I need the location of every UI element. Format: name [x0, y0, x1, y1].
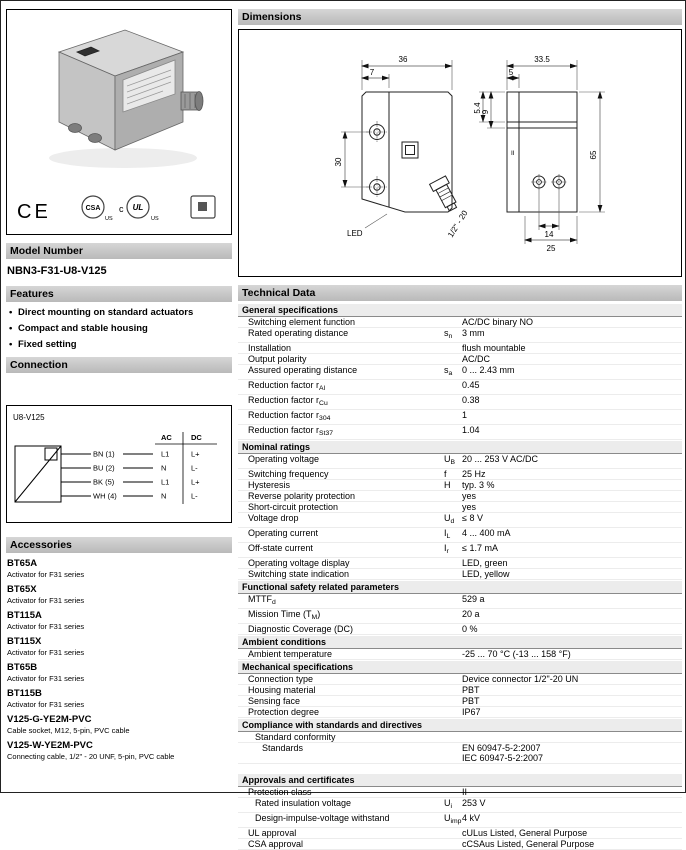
accessory-description: Cable socket, M12, 5-pin, PVC cable — [7, 726, 130, 735]
accessory-name: BT115B — [7, 688, 42, 699]
spec-label: Protection class — [248, 787, 312, 797]
dim-bottom-a: 14 — [544, 230, 554, 239]
spec-label: Housing material — [248, 685, 316, 695]
spec-row — [238, 410, 682, 425]
subscript: a — [448, 370, 453, 377]
dim-hole-a: 9 — [481, 109, 490, 115]
spec-row — [238, 528, 682, 543]
spec-row — [238, 685, 682, 696]
spec-value: 3 mm — [462, 328, 485, 338]
tech-section-header: Approvals and certificates — [238, 774, 682, 787]
spec-value: cULus Listed, General Purpose — [462, 828, 588, 838]
spec-label: Switching state indication — [248, 569, 350, 579]
spec-value: 0 % — [462, 624, 478, 634]
spec-row — [238, 558, 682, 569]
spec-row — [238, 502, 682, 513]
spec-value: 20 a — [462, 609, 480, 619]
spec-value: IP67 — [462, 707, 481, 717]
connector-stub — [430, 176, 461, 214]
spec-label: Short-circuit protection — [248, 502, 339, 512]
technical-data-header — [238, 285, 682, 301]
accessory-name: V125-G-YE2M-PVC — [7, 714, 92, 725]
tech-section-header: Ambient conditions — [238, 636, 682, 649]
spec-value: 0.45 — [462, 380, 480, 390]
accessory-item — [7, 714, 231, 735]
svg-text:N: N — [161, 491, 167, 501]
spec-symbol: $U_B$ — [444, 454, 456, 466]
accessory-name: BT65B — [7, 662, 38, 673]
spec-label: Rated insulation voltage — [255, 798, 352, 808]
model-number: NBN3-F31-U8-V125 — [7, 265, 107, 277]
tech-section — [238, 719, 682, 764]
tech-section — [238, 581, 682, 635]
dim-offset-side: 5 — [508, 68, 514, 77]
spec-row — [238, 491, 682, 502]
accessory-item — [7, 558, 231, 579]
dimensions-header — [238, 9, 682, 25]
accessory-description: Activator for F31 series — [7, 674, 85, 683]
shadow — [49, 148, 197, 168]
accessory-description: Activator for F31 series — [7, 622, 85, 631]
model-number-header — [6, 243, 232, 259]
spec-label: Assured operating distance — [248, 365, 358, 375]
spec-label: Design-impulse-voltage withstand — [255, 813, 390, 823]
spec-symbol: $s_n$ — [444, 328, 453, 340]
spec-row — [238, 674, 682, 685]
spec-row — [238, 649, 682, 660]
thread-label: 1/2" - 20 — [446, 208, 470, 240]
product-photo — [6, 9, 232, 235]
accessory-name: BT65A — [7, 558, 38, 569]
technical-data-table — [238, 301, 682, 850]
spec-label: Diagnostic Coverage (DC) — [248, 624, 354, 634]
feature-item: • Compact and stable housing — [8, 323, 230, 335]
spec-row — [238, 469, 682, 480]
subscript: r — [446, 548, 449, 555]
accessory-item — [7, 584, 231, 605]
spec-row — [238, 343, 682, 354]
spec-row — [238, 569, 682, 580]
front-view — [362, 92, 461, 213]
spec-value: typ. 3 % — [462, 480, 495, 490]
spec-row — [238, 395, 682, 410]
dim-height-side: 65 — [589, 150, 598, 160]
left-column — [6, 9, 232, 766]
svg-text:DC: DC — [191, 433, 202, 442]
header-label: Accessories — [10, 539, 72, 551]
header-label: Dimensions — [242, 11, 302, 23]
spec-row — [238, 696, 682, 707]
spec-value: II — [462, 787, 468, 797]
spec-symbol: H — [444, 480, 451, 490]
dim-bottom-b: 25 — [546, 244, 556, 253]
spec-label: Installation — [248, 343, 292, 353]
spec-label: Sensing face — [248, 696, 301, 706]
accessory-item — [7, 636, 231, 657]
spec-row — [238, 543, 682, 558]
spec-label: Reduction factor $r_{304}$ — [248, 410, 331, 422]
spec-row — [238, 380, 682, 395]
subscript: B — [450, 459, 456, 466]
subscript: n — [448, 333, 453, 340]
dim-height-front: 30 — [334, 157, 343, 167]
spec-symbol: $U_i$ — [444, 798, 453, 810]
spec-label: UL approval — [248, 828, 297, 838]
spec-value: 253 V — [462, 798, 486, 808]
spec-value: yes — [462, 491, 477, 501]
accessory-item — [7, 662, 231, 683]
insulation-class-mark: II — [511, 150, 515, 157]
tech-section-header: Functional safety related parameters — [238, 581, 682, 594]
spec-label: Standard conformity — [255, 732, 336, 742]
subscript: St37 — [319, 430, 334, 437]
accessory-description: Activator for F31 series — [7, 596, 85, 605]
spec-value: 1.04 — [462, 425, 480, 435]
spec-value: PBT — [462, 685, 480, 695]
subscript: imp — [450, 818, 462, 825]
svg-text:L+: L+ — [191, 449, 200, 459]
spec-value: flush mountable — [462, 343, 526, 353]
spec-value: 4 ... 400 mA — [462, 528, 511, 538]
tech-section — [238, 636, 682, 660]
spec-label: Operating voltage display — [248, 558, 350, 568]
spec-label: Protection degree — [248, 707, 320, 717]
svg-text:BN (1): BN (1) — [93, 449, 115, 459]
svg-text:L1: L1 — [161, 449, 170, 459]
spec-label: Hysteresis — [248, 480, 291, 490]
spec-value: EN 60947-5-2:2007 IEC 60947-5-2:2007 — [462, 743, 544, 763]
subscript: d — [272, 599, 276, 606]
spec-row — [238, 787, 682, 798]
sensor-illustration — [59, 30, 203, 150]
feature-item: • Direct mounting on standard actuators — [8, 307, 230, 319]
connection-header — [6, 357, 232, 373]
subscript: 304 — [319, 415, 331, 422]
svg-text:N: N — [161, 463, 167, 473]
spec-value: 0 ... 2.43 mm — [462, 365, 515, 375]
spec-label: Mission Time $(T_M)$ — [248, 609, 321, 621]
spec-symbol: $s_a$ — [444, 365, 453, 377]
tech-section — [238, 304, 682, 440]
dim-width-side: 33.5 — [534, 55, 550, 64]
spec-value: 1 — [462, 410, 468, 420]
spec-label: Reduction factor $r_{Al}$ — [248, 380, 326, 392]
spec-row — [238, 624, 682, 635]
right-column — [238, 9, 682, 850]
accessory-item — [7, 740, 231, 761]
spec-value: 529 a — [462, 594, 485, 604]
tech-section-header: Compliance with standards and directives — [238, 719, 682, 732]
led-label: LED — [347, 229, 363, 238]
spec-row — [238, 454, 682, 469]
spec-label: Standards — [262, 743, 304, 753]
svg-text:L1: L1 — [161, 477, 170, 487]
connection-diagram — [6, 405, 232, 523]
tech-section — [238, 774, 682, 850]
subscript: d — [450, 518, 455, 525]
spec-value: 0.38 — [462, 395, 480, 405]
feature-item: • Fixed setting — [8, 339, 230, 351]
spec-value: -25 ... 70 °C (-13 ... 158 °F) — [462, 649, 571, 659]
svg-text:c: c — [119, 204, 124, 214]
header-label: Model Number — [10, 245, 83, 257]
spec-label: CSA approval — [248, 839, 304, 849]
mounting-hole — [69, 124, 82, 133]
accessory-description: Connecting cable, 1/2" - 20 UNF, 5-pin, PVC cable — [7, 752, 175, 761]
svg-text:BU (2): BU (2) — [93, 463, 115, 473]
spec-row — [238, 513, 682, 528]
spec-row — [238, 354, 682, 365]
side-view-dim-lines — [479, 60, 605, 244]
side-view — [507, 92, 577, 212]
subscript: Cu — [319, 400, 328, 407]
accessory-item — [7, 688, 231, 709]
spec-row — [238, 594, 682, 609]
spec-row — [238, 732, 682, 743]
front-view-dim-lines — [341, 60, 452, 228]
spec-value: yes — [462, 502, 477, 512]
spec-row — [238, 707, 682, 718]
accessory-name: V125-W-YE2M-PVC — [7, 740, 93, 751]
spec-row — [238, 328, 682, 343]
certification-marks — [17, 196, 215, 223]
sensor-photo-svg — [7, 10, 231, 234]
svg-text:US: US — [151, 216, 159, 222]
svg-text:CSA: CSA — [85, 205, 101, 212]
spec-value: 20 ... 253 V AC/DC — [462, 454, 539, 464]
accessories-list — [6, 553, 232, 761]
svg-text:L+: L+ — [191, 477, 200, 487]
dim-hole-b: 5.4 — [473, 102, 482, 114]
spec-value: cCSAus Listed, General Purpose — [462, 839, 595, 849]
spec-label: Switching element function — [248, 317, 356, 327]
tech-section-header: Mechanical specifications — [238, 661, 682, 674]
spec-symbol: $I_r$ — [444, 543, 449, 555]
accessory-description: Activator for F31 series — [7, 700, 85, 709]
tech-section — [238, 661, 682, 718]
spec-symbol: f — [444, 469, 447, 479]
svg-text:UL: UL — [132, 203, 144, 212]
dimension-drawing-svg — [239, 30, 681, 276]
spec-row — [238, 839, 682, 850]
spec-label: Reduction factor $r_{St37}$ — [248, 425, 334, 437]
spec-row — [238, 425, 682, 440]
svg-text:US: US — [105, 216, 113, 222]
spec-label: Ambient temperature — [248, 649, 333, 659]
spec-label: Rated operating distance — [248, 328, 349, 338]
spec-row — [238, 813, 682, 828]
connector — [181, 92, 203, 111]
spec-symbol: $U_{imp}$ — [444, 813, 462, 825]
spec-row — [238, 480, 682, 491]
header-label: Technical Data — [242, 287, 316, 299]
wires — [61, 454, 153, 496]
spec-row — [238, 317, 682, 328]
spec-row — [238, 609, 682, 624]
mounting-hole — [89, 134, 102, 143]
subscript: i — [450, 803, 453, 810]
spec-value: 25 Hz — [462, 469, 486, 479]
spec-value: Device connector 1/2"-20 UN — [462, 674, 579, 684]
accessory-description: Activator for F31 series — [7, 570, 85, 579]
spec-label: Reverse polarity protection — [248, 491, 356, 501]
spec-value: 4 kV — [462, 813, 481, 823]
svg-text:AC: AC — [161, 433, 172, 442]
ce-mark-icon: CE — [17, 201, 51, 223]
spec-label: Reduction factor $r_{Cu}$ — [248, 395, 328, 407]
spec-value: AC/DC binary NO — [462, 317, 534, 327]
accessory-name: BT115X — [7, 636, 42, 647]
spec-value: PBT — [462, 696, 480, 706]
spec-value: LED, yellow — [462, 569, 510, 579]
svg-text:WH (4): WH (4) — [93, 491, 117, 501]
spec-label: Output polarity — [248, 354, 307, 364]
accessory-item — [7, 610, 231, 631]
accessories-header — [6, 537, 232, 553]
spec-value: ≤ 1.7 mA — [462, 543, 498, 553]
spec-symbol: $I_L$ — [444, 528, 451, 540]
dim-width-front: 36 — [398, 55, 408, 64]
accessory-name: BT65X — [7, 584, 37, 595]
spec-value: ≤ 8 V — [462, 513, 483, 523]
tech-section — [238, 441, 682, 580]
svg-text:L-: L- — [191, 463, 198, 473]
spec-row — [238, 743, 682, 764]
tech-section-header: General specifications — [238, 304, 682, 317]
dimensions-drawing — [238, 29, 682, 277]
spec-label: Operating voltage — [248, 454, 320, 464]
svg-text:BK (5): BK (5) — [93, 477, 115, 487]
spec-symbol: $U_d$ — [444, 513, 455, 525]
subscript: L — [446, 533, 451, 540]
spec-label: Voltage drop — [248, 513, 299, 523]
spec-label: Off-state current — [248, 543, 313, 553]
spec-label: Switching frequency — [248, 469, 329, 479]
subscript: Al — [319, 385, 326, 392]
subscript: M — [311, 614, 318, 621]
spec-value: LED, green — [462, 558, 508, 568]
accessory-name: BT115A — [7, 610, 42, 621]
spec-row — [238, 828, 682, 839]
tech-section-header: Nominal ratings — [238, 441, 682, 454]
features-header — [6, 286, 232, 302]
svg-text:L-: L- — [191, 491, 198, 501]
spec-label: Operating current — [248, 528, 319, 538]
spec-value: AC/DC — [462, 354, 491, 364]
spec-row — [238, 798, 682, 813]
dim-offset-front: 7 — [369, 68, 375, 77]
wire-labels — [93, 433, 202, 501]
connection-diagram-svg — [7, 406, 231, 522]
spec-label: Connection type — [248, 674, 314, 684]
header-label: Connection — [10, 359, 68, 371]
features-list — [6, 302, 232, 357]
header-label: Features — [10, 288, 54, 300]
sensor-symbol — [15, 446, 61, 502]
spec-label: $MTTF_d$ — [248, 594, 276, 606]
connector-type-label: U8-V125 — [13, 413, 45, 422]
accessory-description: Activator for F31 series — [7, 648, 85, 657]
spec-row — [238, 365, 682, 380]
